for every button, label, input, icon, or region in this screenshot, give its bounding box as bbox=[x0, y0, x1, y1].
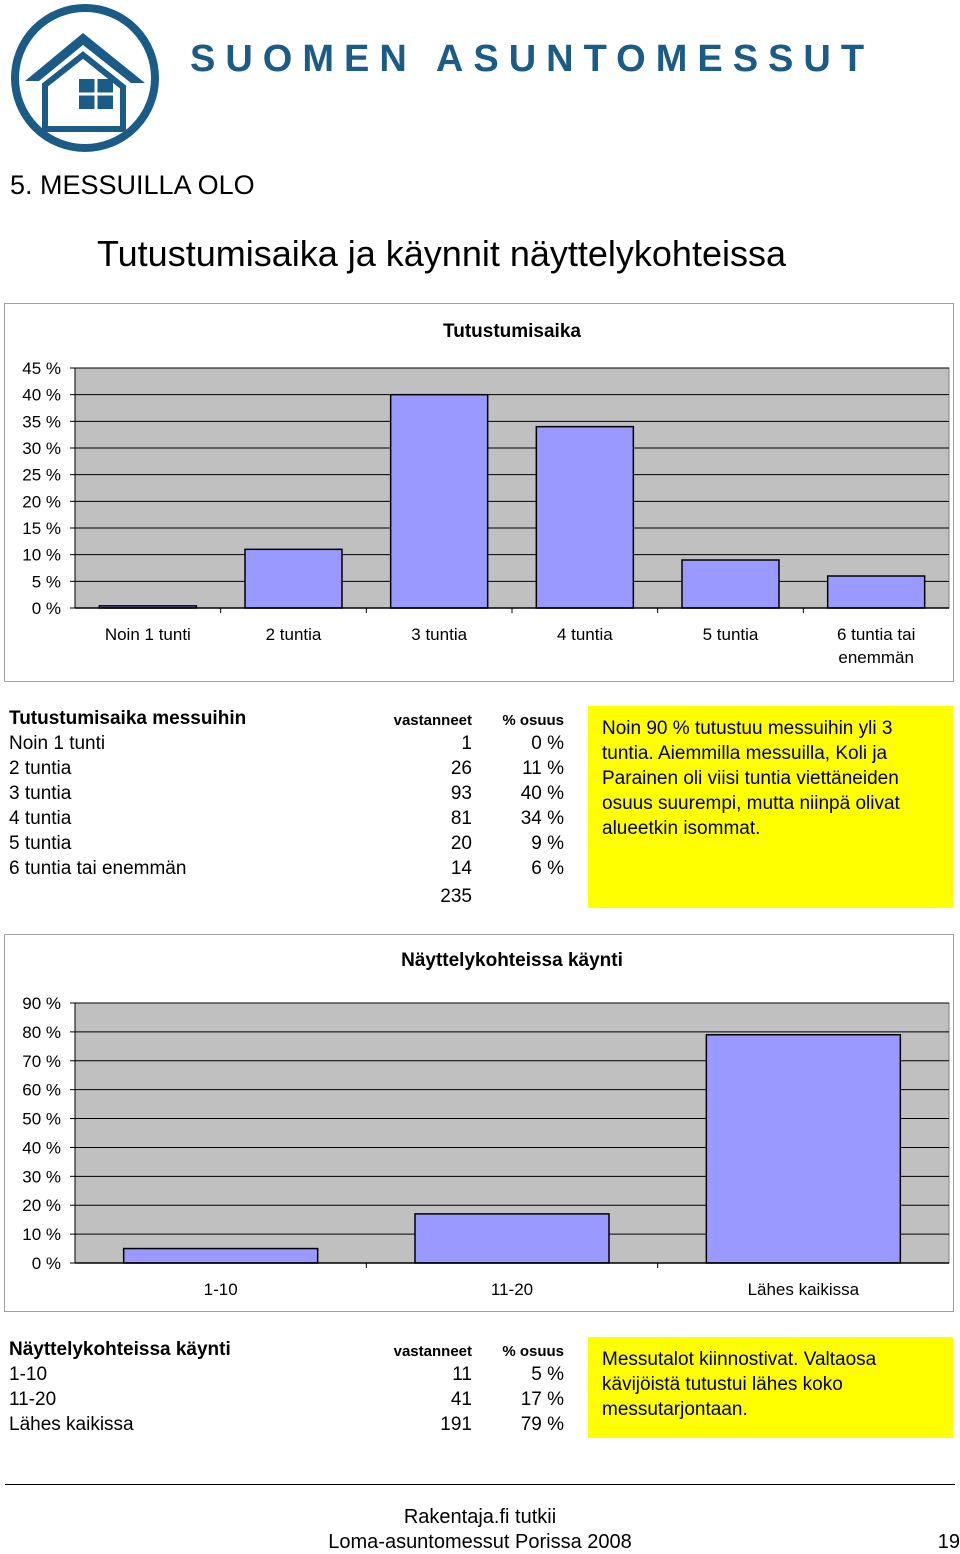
x-tick-label: 2 tuntia bbox=[265, 625, 322, 644]
page-title: Tutustumisaika ja käynnit näyttelykohteissa bbox=[97, 233, 786, 274]
note-tutustumisaika: Noin 90 % tutustuu messuihin yli 3 tuntia. Aiemmilla messuilla, Koli ja Parainen oli viisi tuntia viettäneiden osuus suurempi, mutta niinpä olivat alueetkin isommat. bbox=[588, 706, 953, 908]
y-tick-label: 0 % bbox=[31, 1254, 61, 1273]
bar bbox=[124, 1249, 318, 1263]
y-tick-label: 90 % bbox=[22, 994, 61, 1013]
bar bbox=[706, 1035, 900, 1263]
row-share: 6 % bbox=[531, 858, 564, 879]
row-count: 11 bbox=[452, 1364, 472, 1385]
chart-nayttelykohteissa-kaynti bbox=[4, 934, 954, 1312]
row-share: 17 % bbox=[520, 1389, 564, 1410]
row-count: 14 bbox=[450, 858, 472, 879]
column-header-share: % osuus bbox=[502, 712, 564, 729]
row-label: Noin 1 tunti bbox=[9, 733, 106, 754]
y-tick-label: 30 % bbox=[22, 1167, 61, 1187]
y-tick-label: 80 % bbox=[22, 1022, 61, 1042]
y-tick-label: 50 % bbox=[22, 1109, 61, 1129]
x-tick-label: Noin 1 tunti bbox=[104, 625, 191, 644]
bar bbox=[245, 549, 342, 608]
y-tick-label: 60 % bbox=[22, 1080, 61, 1100]
y-tick-label: 45 % bbox=[22, 359, 61, 378]
chart-nayttelykohteissa-kaynti-svg bbox=[5, 935, 953, 1311]
logo bbox=[5, 3, 165, 153]
row-share: 40 % bbox=[520, 783, 564, 804]
note-nayttelykohteissa-kaynti: Messutalot kiinnostivat. Valtaosa kävijöistä tutustui lähes koko messutarjontaan. bbox=[588, 1337, 953, 1438]
x-tick-label: 11-20 bbox=[490, 1280, 534, 1299]
row-label: Lähes kaikissa bbox=[9, 1414, 134, 1435]
section-title: 5. MESSUILLA OLO bbox=[10, 170, 255, 200]
y-tick-label: 40 % bbox=[22, 385, 61, 405]
footer-divider bbox=[5, 1484, 955, 1485]
chart-title: Näyttelykohteissa käynti bbox=[401, 950, 623, 971]
footer-report-title: Loma-asuntomessut Porissa 2008 bbox=[328, 1531, 632, 1553]
row-count: 20 bbox=[450, 833, 472, 854]
column-header-respondents: vastanneet bbox=[393, 712, 472, 729]
x-tick-label: 5 tuntia bbox=[702, 625, 759, 644]
chart-title: Tutustumisaika bbox=[443, 321, 581, 342]
y-tick-label: 0 % bbox=[31, 599, 61, 618]
house-logo-icon bbox=[5, 3, 165, 153]
row-label: 2 tuntia bbox=[9, 758, 72, 779]
row-share: 79 % bbox=[520, 1414, 564, 1435]
row-label: 1-10 bbox=[9, 1364, 48, 1385]
table-tutustumisaika bbox=[0, 706, 580, 916]
bar bbox=[415, 1214, 609, 1263]
y-tick-label: 5 % bbox=[31, 572, 61, 592]
row-count: 191 bbox=[440, 1414, 472, 1435]
table-total: 235 bbox=[440, 886, 472, 907]
x-tick-label: Lähes kaikissa bbox=[747, 1280, 860, 1299]
row-count: 26 bbox=[450, 758, 472, 779]
row-share: 0 % bbox=[531, 733, 564, 754]
column-header-share: % osuus bbox=[502, 1343, 564, 1360]
footer-publisher: Rakentaja.fi tutkii bbox=[403, 1506, 557, 1528]
table-nayttelykohteissa-kaynti bbox=[0, 1337, 580, 1447]
table-title: Näyttelykohteissa käynti bbox=[9, 1339, 231, 1360]
y-tick-label: 30 % bbox=[22, 439, 61, 458]
y-tick-label: 15 % bbox=[22, 519, 61, 538]
bar bbox=[536, 427, 633, 608]
plot-area bbox=[75, 368, 949, 608]
x-tick-label: 1-10 bbox=[203, 1280, 238, 1299]
row-share: 5 % bbox=[531, 1364, 564, 1385]
row-share: 11 % bbox=[522, 758, 564, 779]
row-label: 5 tuntia bbox=[9, 833, 72, 854]
y-tick-label: 20 % bbox=[22, 1196, 61, 1216]
y-tick-label: 40 % bbox=[22, 1138, 61, 1158]
table-title: Tutustumisaika messuihin bbox=[9, 708, 247, 729]
row-share: 9 % bbox=[531, 833, 564, 854]
x-tick-label: 4 tuntia bbox=[556, 625, 613, 644]
column-header-respondents: vastanneet bbox=[393, 1343, 472, 1360]
row-share: 34 % bbox=[520, 808, 564, 829]
row-label: 6 tuntia tai enemmän bbox=[9, 858, 187, 879]
x-tick-label: enemmän bbox=[838, 648, 914, 667]
brand-name: SUOMEN ASUNTOMESSUT bbox=[190, 38, 875, 80]
row-count: 93 bbox=[450, 783, 472, 804]
chart-tutustumisaika bbox=[4, 303, 954, 682]
row-label: 11-20 bbox=[9, 1389, 57, 1410]
row-count: 1 bbox=[461, 733, 472, 754]
row-count: 81 bbox=[450, 808, 472, 829]
y-tick-label: 25 % bbox=[22, 465, 61, 485]
bar bbox=[828, 576, 925, 608]
y-tick-label: 35 % bbox=[22, 412, 61, 432]
y-tick-label: 20 % bbox=[22, 492, 61, 512]
row-label: 4 tuntia bbox=[9, 808, 72, 829]
row-label: 3 tuntia bbox=[9, 783, 72, 804]
y-tick-label: 70 % bbox=[22, 1051, 61, 1071]
bar bbox=[682, 560, 779, 608]
bar bbox=[391, 395, 488, 608]
page-number: 19 bbox=[937, 1531, 960, 1553]
chart-tutustumisaika-svg bbox=[5, 304, 953, 681]
y-tick-label: 10 % bbox=[22, 545, 61, 565]
y-tick-label: 10 % bbox=[22, 1225, 61, 1245]
x-tick-label: 6 tuntia tai bbox=[836, 625, 916, 644]
x-tick-label: 3 tuntia bbox=[411, 625, 468, 644]
row-count: 41 bbox=[450, 1389, 472, 1410]
